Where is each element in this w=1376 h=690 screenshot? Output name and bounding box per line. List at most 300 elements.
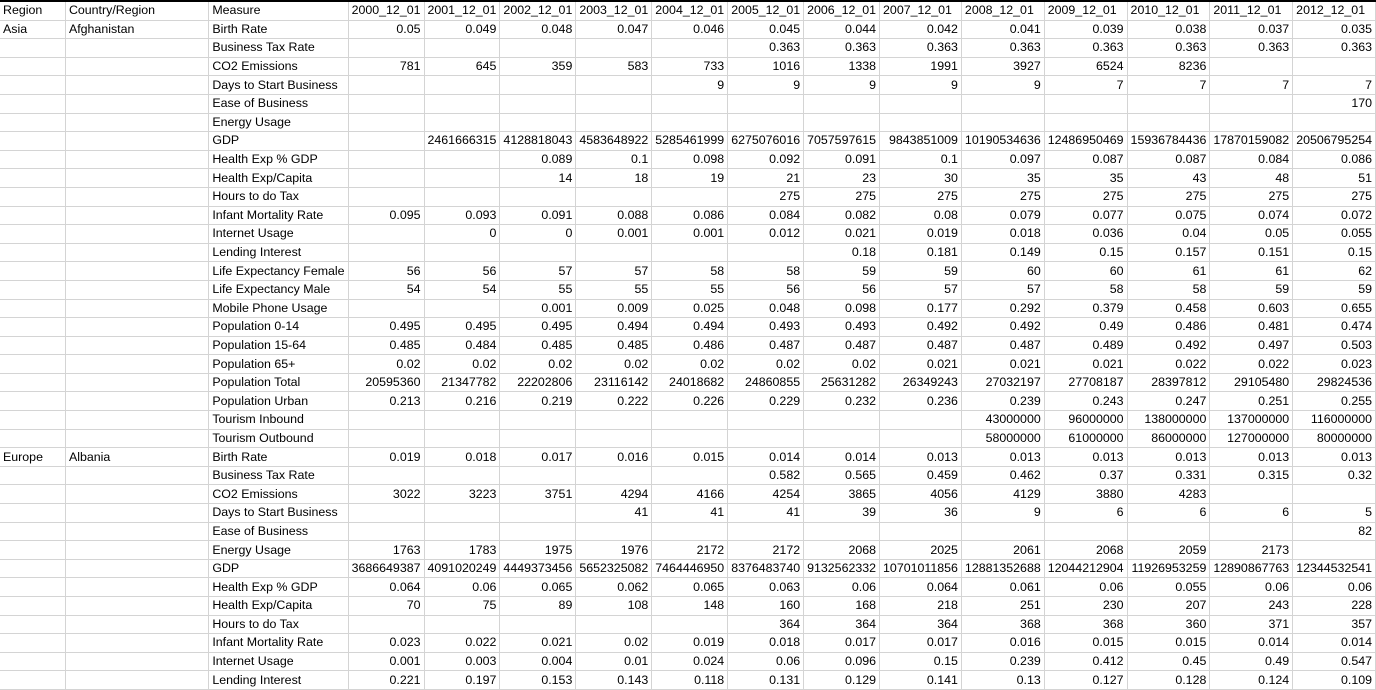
data-cell[interactable]: 0.458 [1127,299,1210,318]
data-cell[interactable] [652,113,728,132]
data-cell[interactable]: 3880 [1044,485,1127,504]
data-cell[interactable]: 0.02 [576,634,652,653]
data-cell[interactable] [880,522,962,541]
measure-cell[interactable]: CO2 Emissions [209,485,348,504]
data-cell[interactable] [728,411,804,430]
data-cell[interactable]: 0.143 [576,671,652,690]
data-cell[interactable]: 0.048 [500,20,576,39]
data-cell[interactable] [1210,113,1293,132]
column-header[interactable]: 2006_12_01 [804,2,880,20]
data-cell[interactable]: 364 [804,615,880,634]
country-cell[interactable] [65,57,208,76]
data-cell[interactable]: 0.014 [1210,634,1293,653]
data-cell[interactable]: 4129 [961,485,1044,504]
data-cell[interactable]: 5652325082 [576,559,652,578]
data-cell[interactable]: 0.092 [728,150,804,169]
data-cell[interactable] [1293,57,1376,76]
data-cell[interactable]: 0.49 [1044,318,1127,337]
data-cell[interactable]: 55 [500,280,576,299]
country-cell[interactable] [65,76,208,95]
data-cell[interactable] [652,411,728,430]
data-cell[interactable]: 230 [1044,597,1127,616]
data-cell[interactable]: 0.157 [1127,243,1210,262]
data-cell[interactable]: 0.047 [576,20,652,39]
data-cell[interactable]: 19 [652,169,728,188]
data-cell[interactable]: 0.091 [804,150,880,169]
data-cell[interactable]: 127000000 [1210,429,1293,448]
data-cell[interactable]: 116000000 [1293,411,1376,430]
region-cell[interactable] [0,671,65,690]
data-cell[interactable]: 0.486 [652,336,728,355]
data-cell[interactable]: 29105480 [1210,373,1293,392]
data-cell[interactable]: 0.036 [1044,225,1127,244]
data-cell[interactable]: 0.315 [1210,466,1293,485]
data-cell[interactable]: 218 [880,597,962,616]
region-cell[interactable] [0,113,65,132]
data-cell[interactable]: 0.042 [880,20,962,39]
data-cell[interactable]: 0.001 [500,299,576,318]
data-cell[interactable]: 0.222 [576,392,652,411]
data-cell[interactable]: 0.096 [804,652,880,671]
data-cell[interactable] [348,299,424,318]
region-cell[interactable] [0,597,65,616]
data-cell[interactable]: 0.487 [961,336,1044,355]
data-cell[interactable]: 0.062 [576,578,652,597]
column-header[interactable]: 2011_12_01 [1210,2,1293,20]
region-cell[interactable] [0,94,65,113]
data-cell[interactable]: 0.486 [1127,318,1210,337]
data-cell[interactable]: 58 [1044,280,1127,299]
data-cell[interactable]: 0.128 [1127,671,1210,690]
data-cell[interactable]: 6 [1127,504,1210,523]
data-cell[interactable]: 4283 [1127,485,1210,504]
data-cell[interactable]: 0.412 [1044,652,1127,671]
country-cell[interactable] [65,411,208,430]
data-cell[interactable]: 0.016 [576,448,652,467]
region-cell[interactable] [0,243,65,262]
data-cell[interactable]: 55 [576,280,652,299]
data-cell[interactable]: 0.08 [880,206,962,225]
data-cell[interactable]: 0.603 [1210,299,1293,318]
measure-cell[interactable]: Days to Start Business [209,76,348,95]
data-cell[interactable]: 9843851009 [880,132,962,151]
data-cell[interactable] [1127,522,1210,541]
data-cell[interactable]: 0.484 [424,336,500,355]
measure-cell[interactable]: Infant Mortality Rate [209,206,348,225]
data-cell[interactable]: 0.462 [961,466,1044,485]
data-cell[interactable] [348,466,424,485]
data-cell[interactable]: 275 [880,187,962,206]
measure-cell[interactable]: Population Total [209,373,348,392]
data-cell[interactable]: 8376483740 [728,559,804,578]
country-cell[interactable] [65,466,208,485]
data-cell[interactable] [500,94,576,113]
data-cell[interactable]: 0.197 [424,671,500,690]
measure-cell[interactable]: Population 15-64 [209,336,348,355]
data-cell[interactable]: 57 [880,280,962,299]
data-cell[interactable]: 12890867763 [1210,559,1293,578]
data-cell[interactable]: 0.292 [961,299,1044,318]
data-cell[interactable]: 28397812 [1127,373,1210,392]
data-cell[interactable]: 275 [1210,187,1293,206]
column-header[interactable]: 2012_12_01 [1293,2,1376,20]
data-cell[interactable]: 0.363 [1293,39,1376,58]
data-cell[interactable]: 41 [728,504,804,523]
data-cell[interactable]: 0.013 [1293,448,1376,467]
data-cell[interactable]: 2173 [1210,541,1293,560]
data-cell[interactable]: 138000000 [1127,411,1210,430]
data-cell[interactable]: 0.474 [1293,318,1376,337]
data-cell[interactable] [500,615,576,634]
data-cell[interactable]: 0.495 [348,318,424,337]
data-cell[interactable]: 368 [1044,615,1127,634]
measure-cell[interactable]: Energy Usage [209,113,348,132]
data-cell[interactable]: 0.013 [880,448,962,467]
data-cell[interactable]: 0.124 [1210,671,1293,690]
data-cell[interactable]: 0.086 [652,206,728,225]
data-cell[interactable] [576,429,652,448]
data-cell[interactable]: 0.017 [500,448,576,467]
data-cell[interactable]: 1783 [424,541,500,560]
data-cell[interactable]: 0.021 [804,225,880,244]
region-cell[interactable] [0,169,65,188]
data-cell[interactable]: 82 [1293,522,1376,541]
data-cell[interactable]: 275 [728,187,804,206]
column-header[interactable]: Measure [209,2,348,20]
data-cell[interactable]: 1976 [576,541,652,560]
data-cell[interactable]: 1975 [500,541,576,560]
data-cell[interactable]: 0.013 [961,448,1044,467]
data-cell[interactable]: 7 [1210,76,1293,95]
data-cell[interactable]: 0.087 [1127,150,1210,169]
region-cell[interactable] [0,187,65,206]
data-cell[interactable]: 59 [1210,280,1293,299]
column-header[interactable]: 2004_12_01 [652,2,728,20]
data-cell[interactable]: 0.05 [348,20,424,39]
data-cell[interactable]: 27708187 [1044,373,1127,392]
data-cell[interactable] [348,243,424,262]
data-cell[interactable] [804,429,880,448]
measure-cell[interactable]: Health Exp/Capita [209,597,348,616]
data-cell[interactable]: 54 [424,280,500,299]
country-cell[interactable] [65,150,208,169]
data-cell[interactable]: 48 [1210,169,1293,188]
column-header[interactable]: Country/Region [65,2,208,20]
measure-cell[interactable]: Hours to do Tax [209,187,348,206]
data-cell[interactable]: 5285461999 [652,132,728,151]
data-cell[interactable]: 4128818043 [500,132,576,151]
data-cell[interactable]: 0.219 [500,392,576,411]
data-cell[interactable]: 0.021 [961,355,1044,374]
data-cell[interactable]: 58000000 [961,429,1044,448]
data-cell[interactable]: 0.655 [1293,299,1376,318]
data-cell[interactable]: 56 [348,262,424,281]
data-cell[interactable] [1210,57,1293,76]
data-cell[interactable]: 12344532541 [1293,559,1376,578]
measure-cell[interactable]: Internet Usage [209,225,348,244]
data-cell[interactable] [424,39,500,58]
data-cell[interactable]: 0.153 [500,671,576,690]
data-cell[interactable] [1210,522,1293,541]
data-cell[interactable]: 0.039 [1044,20,1127,39]
data-cell[interactable]: 21 [728,169,804,188]
country-cell[interactable] [65,578,208,597]
data-cell[interactable]: 56 [424,262,500,281]
data-cell[interactable]: 0.1 [576,150,652,169]
region-cell[interactable] [0,280,65,299]
measure-cell[interactable]: Population 0-14 [209,318,348,337]
data-cell[interactable]: 0.098 [652,150,728,169]
data-cell[interactable]: 59 [1293,280,1376,299]
column-header[interactable]: Region [0,2,65,20]
data-cell[interactable] [728,94,804,113]
data-cell[interactable]: 59 [804,262,880,281]
data-cell[interactable]: 0.02 [728,355,804,374]
column-header[interactable]: 2001_12_01 [424,2,500,20]
data-cell[interactable]: 0.015 [1127,634,1210,653]
data-cell[interactable] [961,113,1044,132]
data-cell[interactable]: 58 [1127,280,1210,299]
column-header[interactable]: 2000_12_01 [348,2,424,20]
data-cell[interactable]: 0.497 [1210,336,1293,355]
data-cell[interactable]: 11926953259 [1127,559,1210,578]
data-cell[interactable]: 0.489 [1044,336,1127,355]
data-cell[interactable]: 57 [500,262,576,281]
data-cell[interactable] [500,113,576,132]
data-cell[interactable]: 61 [1210,262,1293,281]
region-cell[interactable] [0,299,65,318]
measure-cell[interactable]: Business Tax Rate [209,39,348,58]
data-cell[interactable]: 18 [576,169,652,188]
data-cell[interactable]: 0 [500,225,576,244]
data-cell[interactable]: 0.001 [576,225,652,244]
country-cell[interactable] [65,132,208,151]
data-cell[interactable]: 23 [804,169,880,188]
region-cell[interactable] [0,57,65,76]
data-cell[interactable] [348,94,424,113]
data-cell[interactable] [348,429,424,448]
data-cell[interactable] [728,429,804,448]
data-cell[interactable]: 3865 [804,485,880,504]
data-cell[interactable]: 0.481 [1210,318,1293,337]
data-cell[interactable]: 0.035 [1293,20,1376,39]
data-cell[interactable]: 0.493 [804,318,880,337]
data-cell[interactable]: 7 [1044,76,1127,95]
data-cell[interactable]: 0.06 [1293,578,1376,597]
spreadsheet[interactable] [0,2,1376,690]
country-cell[interactable] [65,113,208,132]
data-cell[interactable]: 0.503 [1293,336,1376,355]
data-cell[interactable] [424,522,500,541]
data-cell[interactable] [500,39,576,58]
data-cell[interactable]: 0.232 [804,392,880,411]
data-cell[interactable]: 0.025 [652,299,728,318]
data-cell[interactable] [728,522,804,541]
data-cell[interactable]: 0.236 [880,392,962,411]
data-cell[interactable]: 24860855 [728,373,804,392]
data-cell[interactable]: 0.15 [1293,243,1376,262]
country-cell[interactable] [65,485,208,504]
data-cell[interactable] [424,76,500,95]
data-cell[interactable]: 0.213 [348,392,424,411]
data-cell[interactable] [652,429,728,448]
data-cell[interactable] [961,522,1044,541]
data-cell[interactable]: 10701011856 [880,559,962,578]
data-cell[interactable]: 0.093 [424,206,500,225]
measure-cell[interactable]: Population Urban [209,392,348,411]
region-cell[interactable] [0,504,65,523]
measure-cell[interactable]: Mobile Phone Usage [209,299,348,318]
data-cell[interactable]: 0.127 [1044,671,1127,690]
data-cell[interactable]: 9 [961,504,1044,523]
data-cell[interactable]: 275 [1127,187,1210,206]
country-cell[interactable] [65,522,208,541]
data-cell[interactable]: 62 [1293,262,1376,281]
region-cell[interactable] [0,262,65,281]
data-cell[interactable]: 2025 [880,541,962,560]
data-cell[interactable]: 0.492 [1127,336,1210,355]
data-cell[interactable]: 2172 [652,541,728,560]
region-cell[interactable] [0,318,65,337]
data-cell[interactable]: 0.547 [1293,652,1376,671]
data-cell[interactable] [1210,94,1293,113]
country-cell[interactable] [65,373,208,392]
data-cell[interactable]: 26349243 [880,373,962,392]
data-cell[interactable]: 368 [961,615,1044,634]
region-cell[interactable] [0,541,65,560]
measure-cell[interactable]: Birth Rate [209,448,348,467]
data-cell[interactable]: 56 [804,280,880,299]
data-cell[interactable]: 43000000 [961,411,1044,430]
data-cell[interactable] [348,615,424,634]
data-cell[interactable] [652,615,728,634]
data-cell[interactable] [576,522,652,541]
data-cell[interactable] [424,187,500,206]
data-cell[interactable] [500,76,576,95]
data-cell[interactable]: 0.251 [1210,392,1293,411]
data-cell[interactable]: 6524 [1044,57,1127,76]
data-cell[interactable] [804,113,880,132]
data-cell[interactable] [652,466,728,485]
data-cell[interactable]: 364 [728,615,804,634]
data-cell[interactable]: 0.495 [424,318,500,337]
data-cell[interactable]: 2061 [961,541,1044,560]
data-cell[interactable] [424,466,500,485]
data-cell[interactable]: 0.493 [728,318,804,337]
data-cell[interactable]: 0.131 [728,671,804,690]
data-cell[interactable]: 0.582 [728,466,804,485]
data-cell[interactable]: 9 [804,76,880,95]
region-cell[interactable] [0,485,65,504]
data-cell[interactable]: 4294 [576,485,652,504]
data-cell[interactable]: 1016 [728,57,804,76]
region-cell[interactable] [0,225,65,244]
data-cell[interactable]: 57 [961,280,1044,299]
data-cell[interactable]: 0.084 [728,206,804,225]
data-cell[interactable]: 7 [1293,76,1376,95]
data-cell[interactable] [348,411,424,430]
data-cell[interactable]: 0.003 [424,652,500,671]
data-cell[interactable]: 0.331 [1127,466,1210,485]
measure-cell[interactable]: GDP [209,132,348,151]
measure-cell[interactable]: Population 65+ [209,355,348,374]
measure-cell[interactable]: Days to Start Business [209,504,348,523]
data-cell[interactable] [880,94,962,113]
column-header[interactable]: 2009_12_01 [1044,2,1127,20]
country-cell[interactable] [65,634,208,653]
data-cell[interactable]: 2172 [728,541,804,560]
data-cell[interactable] [652,39,728,58]
data-cell[interactable]: 0.055 [1127,578,1210,597]
data-cell[interactable]: 22202806 [500,373,576,392]
data-cell[interactable]: 0.495 [500,318,576,337]
data-cell[interactable]: 0.089 [500,150,576,169]
data-cell[interactable]: 583 [576,57,652,76]
region-cell[interactable] [0,150,65,169]
data-cell[interactable]: 0.017 [880,634,962,653]
data-cell[interactable]: 0.363 [1127,39,1210,58]
data-cell[interactable]: 61000000 [1044,429,1127,448]
data-cell[interactable]: 7 [1127,76,1210,95]
data-cell[interactable]: 36 [880,504,962,523]
data-cell[interactable]: 148 [652,597,728,616]
data-cell[interactable]: 60 [1044,262,1127,281]
measure-cell[interactable]: Business Tax Rate [209,466,348,485]
data-cell[interactable]: 4449373456 [500,559,576,578]
data-cell[interactable]: 0.363 [961,39,1044,58]
country-cell[interactable] [65,299,208,318]
data-cell[interactable] [348,39,424,58]
measure-cell[interactable]: Hours to do Tax [209,615,348,634]
data-cell[interactable]: 364 [880,615,962,634]
data-cell[interactable] [652,187,728,206]
data-cell[interactable]: 0.01 [576,652,652,671]
data-cell[interactable] [500,466,576,485]
data-cell[interactable]: 89 [500,597,576,616]
data-cell[interactable]: 0.04 [1127,225,1210,244]
data-cell[interactable] [576,187,652,206]
data-cell[interactable]: 25631282 [804,373,880,392]
data-cell[interactable]: 12486950469 [1044,132,1127,151]
data-cell[interactable]: 168 [804,597,880,616]
measure-cell[interactable]: Infant Mortality Rate [209,634,348,653]
data-cell[interactable]: 0.088 [576,206,652,225]
data-cell[interactable]: 0.075 [1127,206,1210,225]
measure-cell[interactable]: Tourism Outbound [209,429,348,448]
data-cell[interactable] [1127,94,1210,113]
data-cell[interactable]: 0.1 [880,150,962,169]
data-cell[interactable]: 0.247 [1127,392,1210,411]
data-cell[interactable]: 4056 [880,485,962,504]
data-cell[interactable]: 0.05 [1210,225,1293,244]
data-cell[interactable]: 0.018 [424,448,500,467]
data-cell[interactable] [576,615,652,634]
data-cell[interactable]: 0.02 [348,355,424,374]
column-header[interactable]: 2003_12_01 [576,2,652,20]
data-cell[interactable]: 2068 [804,541,880,560]
column-header[interactable]: 2007_12_01 [880,2,962,20]
region-cell[interactable] [0,466,65,485]
data-cell[interactable]: 0.074 [1210,206,1293,225]
data-cell[interactable] [1293,541,1376,560]
data-cell[interactable] [348,504,424,523]
data-cell[interactable]: 20595360 [348,373,424,392]
data-cell[interactable]: 0.082 [804,206,880,225]
data-cell[interactable]: 0.02 [424,355,500,374]
data-cell[interactable] [576,113,652,132]
data-cell[interactable]: 96000000 [1044,411,1127,430]
data-cell[interactable]: 0.009 [576,299,652,318]
